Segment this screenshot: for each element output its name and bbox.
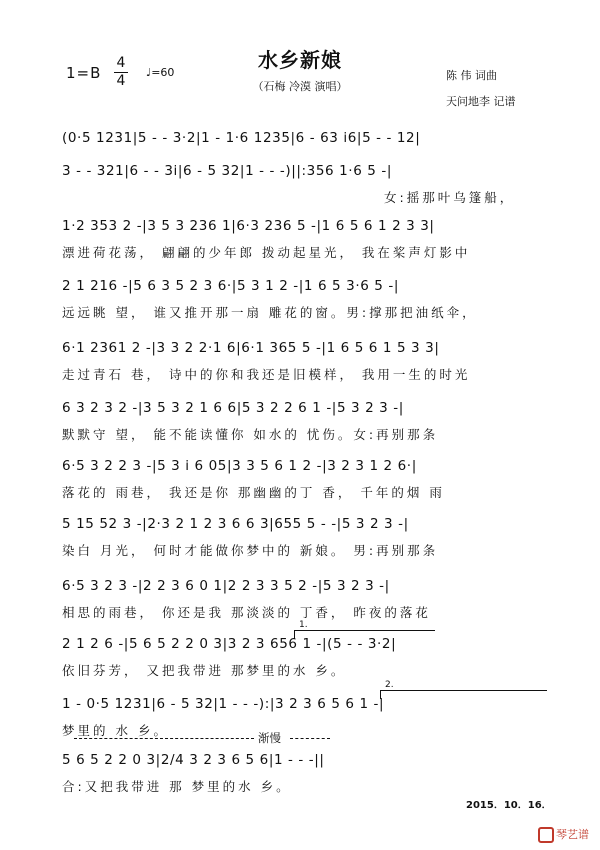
notes-line-8: 5 15 52 3 -|2·3 2 1 2 3 6 6 3|655 5 - -|5 3 2 3 -|	[62, 516, 409, 532]
notes-line-6: 6 3 2 3 2 -|3 5 3 2 1 6 6|5 3 2 2 6 1 -|5 3 2 3 -|	[62, 400, 404, 416]
notes-line-11: 1 - 0·5 1231|6 - 5 32|1 - - -):|3 2 3 6 5 6 1 -|	[62, 696, 385, 712]
lyrics-line-2: 女:摇那叶乌篷船，	[384, 190, 516, 205]
lyrics-line-8: 染白 月光， 何时才能做你梦中的 新娘。 男:再别那条	[62, 543, 439, 558]
song-title: 水乡新娘	[258, 48, 342, 72]
credit-transcriber: 天问地李 记谱	[446, 95, 516, 108]
lyrics-line-6: 默默守 望， 能不能读懂你 如水的 忧伤。女:再别那条	[62, 427, 439, 442]
notes-line-7: 6·5 3 2 2 3 -|5 3 i 6 05|3 3 5 6 1 2 -|3 2 3 1 2 6·|	[62, 458, 417, 474]
notes-line-3: 1·2 353 2 -|3 5 3 236 1|6·3 236 5 -|1 6 5 6 1 2 3 3|	[62, 218, 435, 234]
site-logo	[538, 826, 589, 843]
logo-text: 琴艺谱	[556, 828, 589, 841]
time-signature-bottom: 4	[116, 73, 126, 89]
lyrics-line-5: 走过青石 巷， 诗中的你和我还是旧模样， 我用一生的时光	[62, 367, 471, 382]
ritardando-line-left	[74, 738, 254, 739]
notes-line-10: 2 1 2 6 -|5 6 5 2 2 0 3|3 2 3 656 1 -|(5 - - 3·2|	[62, 636, 397, 652]
dynamic-marking: 渐慢	[258, 731, 281, 745]
logo-icon	[538, 827, 554, 843]
key-signature: 1=B	[66, 64, 102, 82]
notes-line-9: 6·5 3 2 3 -|2 2 3 6 0 1|2 2 3 3 5 2 -|5 3 2 3 -|	[62, 578, 390, 594]
notes-line-4: 2 1 216 -|5 6 3 5 2 3 6·|5 3 1 2 -|1 6 5 3·6 5 -|	[62, 278, 399, 294]
notes-line-12: 5 6 5 2 2 0 3|2/4 3 2 3 6 5 6|1 - - -||	[62, 752, 325, 768]
lyrics-line-10: 依旧芬芳， 又把我带进 那梦里的水 乡。	[62, 663, 347, 678]
lyrics-line-7: 落花的 雨巷， 我还是你 那幽幽的丁 香， 千年的烟 雨	[62, 485, 445, 500]
notes-line-5: 6·1 2361 2 -|3 3 2 2·1 6|6·1 365 5 -|1 6 5 6 1 5 3 3|	[62, 340, 440, 356]
lyrics-line-9: 相思的雨巷， 你还是我 那淡淡的 丁香， 昨夜的落花	[62, 605, 431, 620]
lyrics-line-3: 漂进荷花荡， 翩翩的少年郎 拨动起星光， 我在桨声灯影中	[62, 245, 471, 260]
performers: （石梅 冷漠 演唱）	[252, 80, 348, 93]
credit-lyrics-music: 陈 伟 词曲	[446, 69, 497, 82]
second-ending-label: 2.	[385, 680, 394, 690]
time-signature-top: 4	[116, 55, 126, 71]
transcription-date: 2015．10．16．	[466, 800, 552, 811]
tempo-mark: ♩=60	[146, 66, 175, 79]
lyrics-line-12: 合:又把我带进 那 梦里的水 乡。	[62, 779, 292, 794]
lyrics-line-4: 远远眺 望， 谁又推开那一扇 雕花的窗。男:撑那把油纸伞，	[62, 305, 478, 320]
lyrics-line-11: 梦里的 水 乡。	[62, 723, 169, 738]
notes-line-1: (0·5 1231|5 - - 3·2|1 - 1·6 1235|6 - 63 i6|5 - - 12|	[62, 130, 421, 146]
notes-line-2: 3 - - 321|6 - - 3i|6 - 5 32|1 - - -)||:356 1·6 5 -|	[62, 163, 392, 179]
first-ending-label: 1.	[299, 620, 308, 630]
ritardando-line-right	[290, 738, 330, 739]
